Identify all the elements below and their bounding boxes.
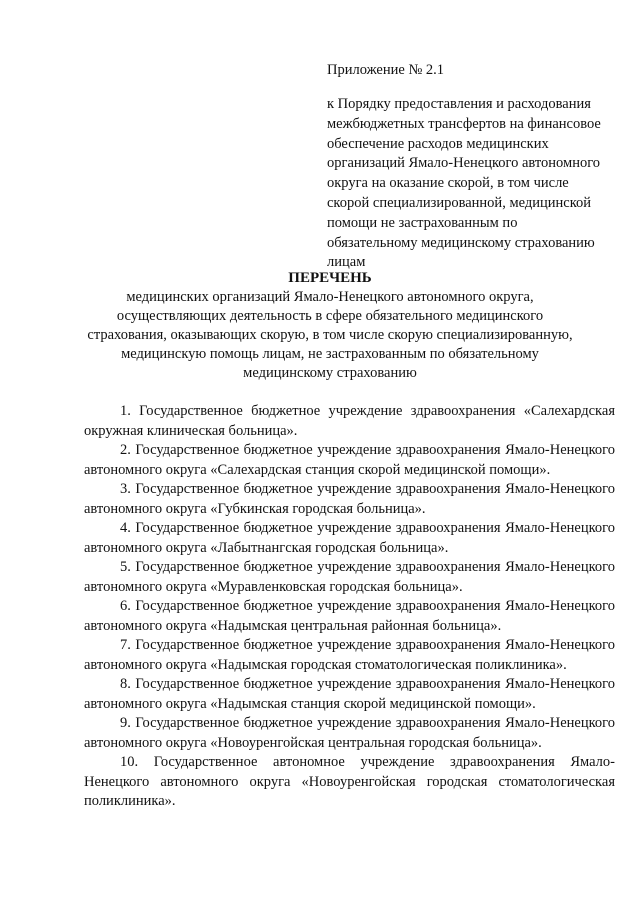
organization-list bbox=[84, 402, 615, 812]
list-item: 9. Государственное бюджетное учреждение здравоохранения Ямало-Ненецкого автономного округа «Новоуренгойская центральная городская больница». bbox=[84, 715, 615, 751]
list-item: 5. Государственное бюджетное учреждение здравоохранения Ямало-Ненецкого автономного округа «Муравленковская городская больница». bbox=[84, 559, 615, 595]
list-item: 3. Государственное бюджетное учреждение здравоохранения Ямало-Ненецкого автономного округа «Губкинская городская больница». bbox=[84, 481, 615, 517]
list-item: 10. Государственное автономное учреждение здравоохранения Ямало-Ненецкого автономного округа «Новоуренгойская городская стоматологическая поликлиника». bbox=[84, 754, 615, 809]
list-item: 2. Государственное бюджетное учреждение здравоохранения Ямало-Ненецкого автономного округа «Салехардская станция скорой медицинской помощи». bbox=[84, 442, 615, 478]
list-item: 4. Государственное бюджетное учреждение здравоохранения Ямало-Ненецкого автономного округа «Лабытнангская городская больница». bbox=[84, 520, 615, 556]
list-item: 8. Государственное бюджетное учреждение здравоохранения Ямало-Ненецкого автономного округа «Надымская станция скорой медицинской помощи». bbox=[84, 676, 615, 712]
list-item: 1. Государственное бюджетное учреждение здравоохранения «Салехардская окружная клиническая больница». bbox=[84, 403, 615, 439]
list-item: 6. Государственное бюджетное учреждение здравоохранения Ямало-Ненецкого автономного округа «Надымская центральная районная больница». bbox=[84, 598, 615, 634]
appendix-block bbox=[327, 60, 617, 273]
title-block bbox=[60, 268, 600, 383]
list-item: 7. Государственное бюджетное учреждение здравоохранения Ямало-Ненецкого автономного округа «Надымская городская стоматологическая поликлиника». bbox=[84, 637, 615, 673]
document-title: ПЕРЕЧЕНЬ bbox=[288, 270, 372, 286]
document-subtitle: медицинских организаций Ямало-Ненецкого автономного округа, осуществляющих деятельность в сфере обязательного медицинского страхования, оказывающих скорую, в том числе скорую специализированную, медицинскую помощь лицам, не застрахованным по обязательному медицинскому страхованию bbox=[87, 289, 573, 381]
appendix-reference: к Порядку предоставления и расходования межбюджетных трансфертов на финансовое обеспечение расходов медицинских организаций Ямало-Ненецкого автономного округа на оказание скорой, в том числе скорой специализированной, медицинской помощи не застрахованным по обязательному медицинскому страхованию лицам bbox=[327, 96, 601, 271]
appendix-number: Приложение № 2.1 bbox=[327, 62, 445, 78]
